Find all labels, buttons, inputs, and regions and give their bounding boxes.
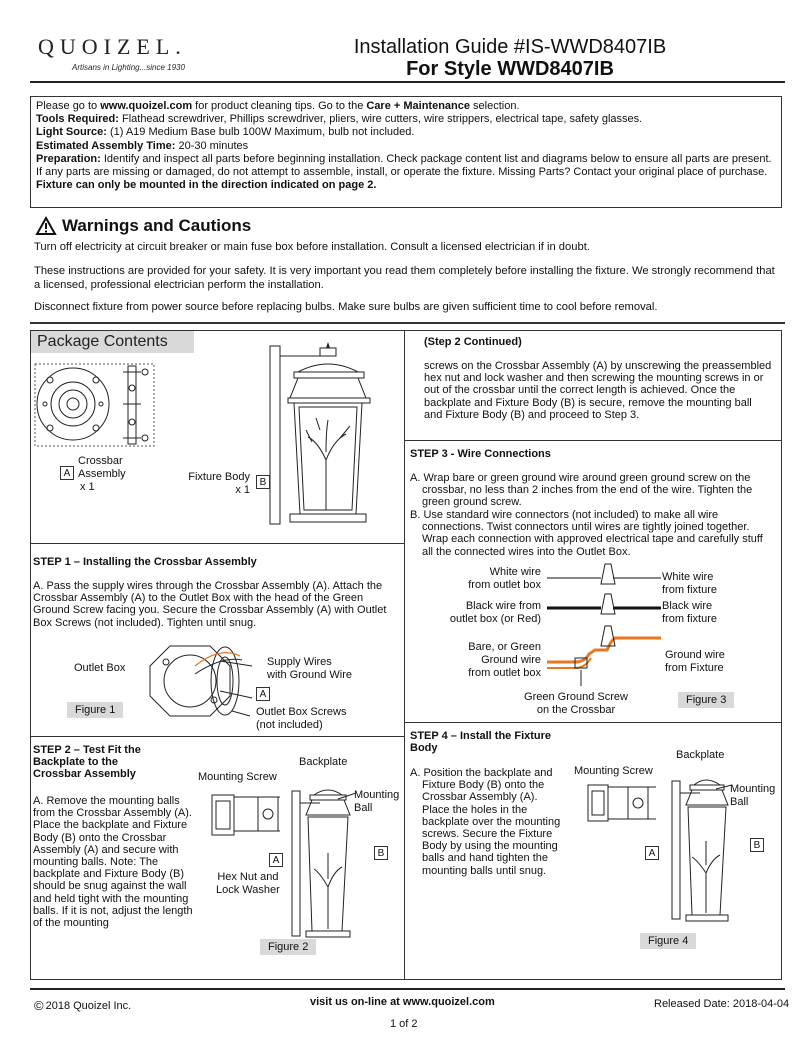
wire-connections-drawing: [545, 558, 663, 688]
step4-b-badge: B: [750, 838, 764, 852]
green-ground-screw-label: Green Ground Screw on the Crossbar: [524, 691, 628, 716]
step4-mounting-screw-label: Mounting Screw: [574, 765, 653, 777]
step2-backplate-label: Backplate: [299, 756, 348, 768]
step4-backplate-label: Backplate: [676, 749, 725, 761]
part-b-badge: B: [256, 475, 270, 489]
step2-continued-text: screws on the Crossbar Assembly (A) by unscrewing the preassembled hex nut and lock washer and then screwing the mounting screws in or out of the crossbar until the correct length is achieved. Once the backplate and Fixture Body (B) is secure, remove the mounting ball and Fixture Body (B) and proceed to Step 3.: [424, 360, 772, 421]
released-date: Released Date: 2018-04-04: [654, 998, 790, 1010]
white-wire-fixture-label: White wire from fixture: [662, 571, 718, 596]
step2-mounting-ball-label: Mounting Ball: [354, 789, 400, 814]
page-title: Installation Guide #IS-WWD8407IB: [353, 36, 667, 58]
outlet-box-label: Outlet Box: [74, 662, 126, 674]
part-a-label: Crossbar Assembly x 1: [78, 455, 126, 493]
column-divider: [404, 330, 405, 980]
part-a-badge: A: [60, 466, 74, 480]
black-wire-fixture-label: Black wire from fixture: [662, 600, 718, 625]
style-title: For Style WWD8407IB: [406, 58, 614, 80]
footer-divider: [30, 988, 785, 990]
assembly-time: 20-30 minutes: [175, 139, 249, 152]
divider-step2c-step3: [404, 440, 782, 441]
figure-1-label: Figure 1: [67, 702, 123, 718]
figure-3-label: Figure 3: [678, 692, 734, 708]
figure-2-label: Figure 2: [260, 939, 316, 955]
tools-required: Flathead screwdriver, Phillips screwdriver, pliers, wire cutters, wire strippers, electrical tape, safety glasses.: [118, 113, 643, 126]
divider-package-step1: [30, 543, 404, 544]
step4-mounting-ball-label: Mounting Ball: [730, 783, 776, 808]
step2-b-badge: B: [374, 846, 388, 860]
fixture-body-drawing: [268, 342, 398, 532]
page-number: 1 of 2: [390, 1018, 418, 1030]
crossbar-assembly-drawing: [33, 362, 158, 452]
step3-text-b: B. Use standard wire connectors (not included) to make all wire connections. Twist connectors until wires are tightly joined together. Wrap each connection with approved electrical tape and carefully stuff all the connected wires into the Outlet Box.: [410, 509, 763, 558]
warnings-heading: Warnings and Cautions: [36, 216, 251, 236]
copyright: © 2018 Quoizel Inc.: [34, 998, 132, 1013]
warning-text-2: These instructions are provided for your safety. It is very important you read them completely before installing the fixture. We strongly recommend that a licensed, professional electrician perform the installation.: [34, 265, 775, 291]
ground-wire-fixture-label: Ground wire from Fixture: [665, 649, 725, 674]
step3-text-a: A. Wrap bare or green ground wire around green ground screw on the crossbar, no less than 2 inches from the end of the wire. Tighten the green ground screw.: [410, 472, 753, 509]
brand-tagline: Artisans in Lighting...since 1930: [72, 63, 185, 72]
figure-4-label: Figure 4: [640, 933, 696, 949]
supply-wires-label: Supply Wires with Ground Wire: [267, 656, 352, 681]
package-contents-title: Package Contents: [31, 331, 194, 353]
step1-title: STEP 1 – Installing the Crossbar Assembly: [33, 556, 257, 568]
step2-title: STEP 2 – Test Fit the Backplate to the Crossbar Assembly: [33, 744, 141, 780]
step2-drawing: [210, 783, 370, 943]
copyright-icon: ©: [34, 998, 44, 1013]
ground-wire-outlet-label: Bare, or Green Ground wire from outlet box: [468, 641, 541, 679]
step4-drawing: [586, 775, 736, 925]
divider-step1-step2: [30, 736, 404, 737]
black-wire-outlet-label: Black wire from outlet box (or Red): [449, 600, 541, 625]
light-source: (1) A19 Medium Base bulb 100W Maximum, bulb not included.: [106, 126, 415, 139]
step3-title: STEP 3 - Wire Connections: [410, 448, 551, 460]
preparation: Identify and inspect all parts before beginning installation. Check package content list and diagrams below to ensure all parts are present. If any parts are missing or damaged, do not attempt to assemble, install, or operate the fixture. Missing Parts? Contact your original place of purchase.: [36, 152, 772, 179]
step4-a-badge: A: [645, 846, 659, 860]
brand-logo: QUOIZEL.: [38, 34, 187, 59]
warning-text-3: Disconnect fixture from power source before replacing bulbs. Make sure bulbs are given sufficient time to cool before removal.: [34, 301, 658, 313]
outlet-box-screws-label: Outlet Box Screws (not included): [256, 706, 347, 731]
intro-box: Please go to www.quoizel.com for product cleaning tips. Go to the Care + Maintenance selection. Tools Required: Flathead screwdriver, Phillips screwdriver, pliers, wire cutters, wire strippers, electrical tape, safety glasses. Light Source: (1) A19 Medium Base bulb 100W Maximum, bulb not included. Estimated Assembly Time: 20-30 minutes Preparation: Identify and inspect all parts before beginning installation. Check package content list and diagrams below to ensure all parts are present. If any parts are missing or damaged, do not attempt to assemble, install, or operate the fixture. Missing Parts? Contact your original place of purchase. Fixture can only be mounted in the direction indicated on page 2.: [30, 96, 782, 208]
step4-text: A. Position the backplate and Fixture Body (B) onto the Crossbar Assembly (A). Place the holes in the backplate over the mounting screws. Secure the Fixture Body by using the mounting balls and hand tighten the mounting balls until snug.: [410, 767, 561, 877]
header-divider: [30, 81, 785, 83]
website-link[interactable]: www.quoizel.com: [100, 100, 193, 112]
divider-step3-step4: [404, 722, 782, 723]
warning-text-1: Turn off electricity at circuit breaker or main fuse box before installation. Consult a licensed electrician if in doubt.: [34, 241, 590, 253]
part-b-label: Fixture Body x 1: [188, 471, 250, 496]
step1-a-badge: A: [256, 687, 270, 701]
step4-title: STEP 4 – Install the Fixture Body: [410, 730, 552, 754]
step2-continued-title: (Step 2 Continued): [424, 336, 522, 348]
footer-website[interactable]: visit us on-line at www.quoizel.com: [310, 996, 495, 1008]
step1-text: A. Pass the supply wires through the Crossbar Assembly (A). Attach the Crossbar Assembly (A) to the Outlet Box with the head of the Green Ground Screw facing you. Secure the Crossbar Assembly (A) with Outlet Box Screws (not included). Tighten until snug.: [33, 580, 387, 629]
warnings-divider: [30, 322, 785, 324]
step2-mounting-screw-label: Mounting Screw: [198, 771, 277, 783]
warning-icon: [36, 217, 56, 235]
white-wire-outlet-label: White wire from outlet box: [468, 566, 541, 591]
step2-text: A. Remove the mounting balls from the Crossbar Assembly (A). Place the backplate and Fixture Body (B) onto the Crossbar Assembly (A) and secure with mounting balls. Note: The backplate and Fixture Body (B) should be snug against the wall and held tight with the mounting balls. If it is not, adjust the length of the mounting: [33, 795, 193, 930]
direction-note: Fixture can only be mounted in the direction indicated on page 2.: [36, 179, 377, 192]
step2-a-badge: A: [269, 853, 283, 867]
hex-nut-label: Hex Nut and Lock Washer: [216, 871, 280, 896]
outlet-box-drawing: [140, 636, 260, 726]
